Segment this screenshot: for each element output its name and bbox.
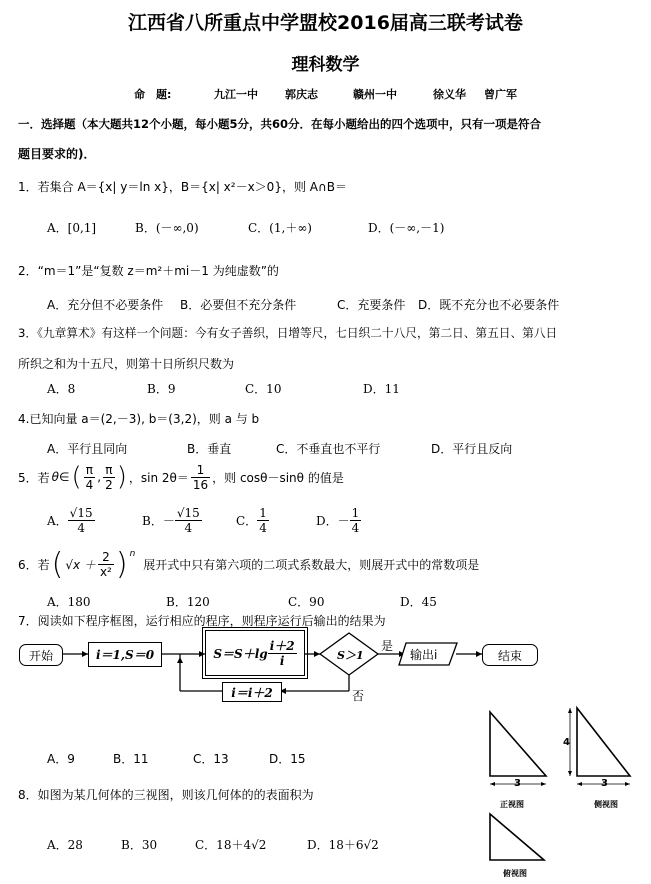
question-3-option-c: C．10 <box>245 382 282 396</box>
question-1-option-b: B．(－∞,0) <box>135 221 199 235</box>
question-4-option-c: C．不垂直也不平行 <box>276 442 381 456</box>
question-5-sin2: ，sin 2θ＝ <box>128 470 189 485</box>
question-5-option-d: D．－ $\frac{1}{4}$ <box>316 506 360 535</box>
question-1-stem: 1．若集合 A＝{x| y＝ln x}，B＝{x| x²－x＞0}，则 A∩B＝ <box>18 180 347 194</box>
top-view-label: 俯视图 <box>503 869 527 878</box>
question-5-theta-in: θ∈ <box>51 470 70 484</box>
interval-end: $\frac{\pi}{2}$ <box>105 462 113 492</box>
question-3-option-b: B．9 <box>147 382 176 396</box>
power-n: n <box>129 549 136 559</box>
question-5-stem <box>18 462 344 492</box>
question-6-option-b: B．120 <box>166 595 210 609</box>
question-5-prefix: 5．若 <box>18 470 50 485</box>
question-6-prefix: 6．若 <box>18 558 50 572</box>
author-name-1: 郭庆志 <box>285 88 318 101</box>
question-8-option-d: D．18＋6√2 <box>307 838 379 852</box>
interval-start: $\frac{\pi}{4}$ <box>85 462 94 492</box>
question-7-option-c: C．13 <box>193 752 229 766</box>
question-7-option-a: A．9 <box>47 752 75 766</box>
top-view-triangle <box>490 814 544 860</box>
question-1-option-c: C．(1,＋∞) <box>248 221 312 235</box>
right-paren: ) <box>115 547 128 582</box>
question-7-option-b: B．11 <box>113 752 149 766</box>
question-4-option-b: B．垂直 <box>187 442 232 456</box>
question-2-option-d: D．既不充分也不必要条件 <box>418 298 560 312</box>
question-8-stem: 8．如图为某几何体的三视图，则该几何体的的表面积为 <box>18 788 314 802</box>
question-6-stem <box>18 547 479 582</box>
author-school-2: 赣州一中 <box>353 88 397 101</box>
question-7-stem: 7．阅读如下程序框图，运行相应的程序，则程序运行后输出的结果为 <box>18 614 386 628</box>
question-8-option-a: A．28 <box>47 838 83 852</box>
author-label: 命 题: <box>134 88 172 101</box>
side-view-triangle <box>577 708 630 776</box>
front-view-triangle <box>490 712 546 776</box>
flow-output: 输出i <box>410 648 438 662</box>
question-1-option-d: D．(－∞,－1) <box>368 221 445 235</box>
front-view-label: 正视图 <box>500 800 524 809</box>
question-4-option-d: D．平行且反向 <box>431 442 513 456</box>
left-paren: ( <box>51 547 64 582</box>
question-5-suffix: ，则 cosθ－sinθ 的值是 <box>212 470 344 485</box>
question-6-option-c: C．90 <box>288 595 325 609</box>
question-8-option-c: C．18＋4√2 <box>195 838 267 852</box>
question-4-stem: 4.已知向量 a＝(2,－3), b＝(3,2)，则 a 与 b <box>18 412 260 426</box>
left-paren: ( <box>71 462 82 492</box>
author-school-1: 九江一中 <box>214 88 258 101</box>
question-1-option-a: A．[0,1] <box>47 221 97 235</box>
comma: , <box>97 470 102 484</box>
right-paren: ) <box>116 462 127 492</box>
flow-update: S＝S＋lg $\frac{i+2}{i}$ <box>205 630 305 676</box>
paper-subject: 理科数学 <box>291 55 360 75</box>
sin2-value: $\frac{1}{16}$ <box>192 462 209 492</box>
three-view-figure <box>470 700 650 884</box>
flow-init: i＝1,S＝0 <box>88 642 162 667</box>
question-6-option-d: D．45 <box>400 595 437 609</box>
side-view-dim-base: 3 <box>601 778 608 789</box>
question-2-option-a: A．充分但不必要条件 <box>47 298 164 312</box>
flow-yes-label: 是 <box>381 639 394 653</box>
question-3-stem-cont: 所织之和为十五尺，则第十日所织尺数为 <box>18 357 235 371</box>
question-2-option-b: B．必要但不充分条件 <box>180 298 297 312</box>
author-name-3: 曾广军 <box>484 88 517 101</box>
expr-fraction: $\frac{2}{\text{x²}}$ <box>99 550 112 579</box>
side-view-label: 侧视图 <box>594 800 618 809</box>
flow-start: 开始 <box>19 644 63 666</box>
flow-no-label: 否 <box>352 689 365 703</box>
question-5-option-c: C． $\frac{1}{4}$ <box>236 506 267 535</box>
question-5-option-a: A． $\frac{√15}{4}$ <box>47 506 93 535</box>
flow-end: 结束 <box>482 644 538 666</box>
question-6-option-a: A．180 <box>47 595 91 609</box>
flow-increment: i＝i＋2 <box>222 682 282 702</box>
question-6-suffix: 展开式中只有第六项的二项式系数最大，则展开式中的常数项是 <box>143 558 480 572</box>
paper-title: 江西省八所重点中学盟校2016届高三联考试卷 <box>128 12 523 34</box>
question-3-stem: 3．《九章算术》有这样一个问题：今有女子善织，日增等尺，七日织二十八尺，第二日、第五日、第八日 <box>18 326 558 340</box>
section-heading-cont: 题目要求的)． <box>18 147 96 161</box>
question-3-option-d: D．11 <box>363 382 400 396</box>
question-5-option-b: B．－ $\frac{√15}{4}$ <box>142 506 200 535</box>
front-view-dim: 3 <box>514 778 521 789</box>
author-name-2: 徐义华 <box>433 88 466 101</box>
question-4-option-a: A．平行且同向 <box>47 442 128 456</box>
question-2-stem: 2．“m＝1”是“复数 z＝m²＋mi－1 为纯虚数”的 <box>18 264 279 278</box>
question-3-option-a: A．8 <box>47 382 76 396</box>
flow-condition: S＞1 <box>337 649 364 662</box>
side-view-dim-height: 4 <box>563 737 570 748</box>
question-2-option-c: C．充要条件 <box>337 298 406 312</box>
question-7-option-d: D．15 <box>269 752 306 766</box>
section-heading: 一．选择题（本大题共12个小题，每小题5分，共60分．在每小题给出的四个选项中，只有一项是符合 <box>18 117 542 131</box>
root-term: √x ＋ <box>65 558 96 572</box>
question-8-option-b: B．30 <box>121 838 158 852</box>
